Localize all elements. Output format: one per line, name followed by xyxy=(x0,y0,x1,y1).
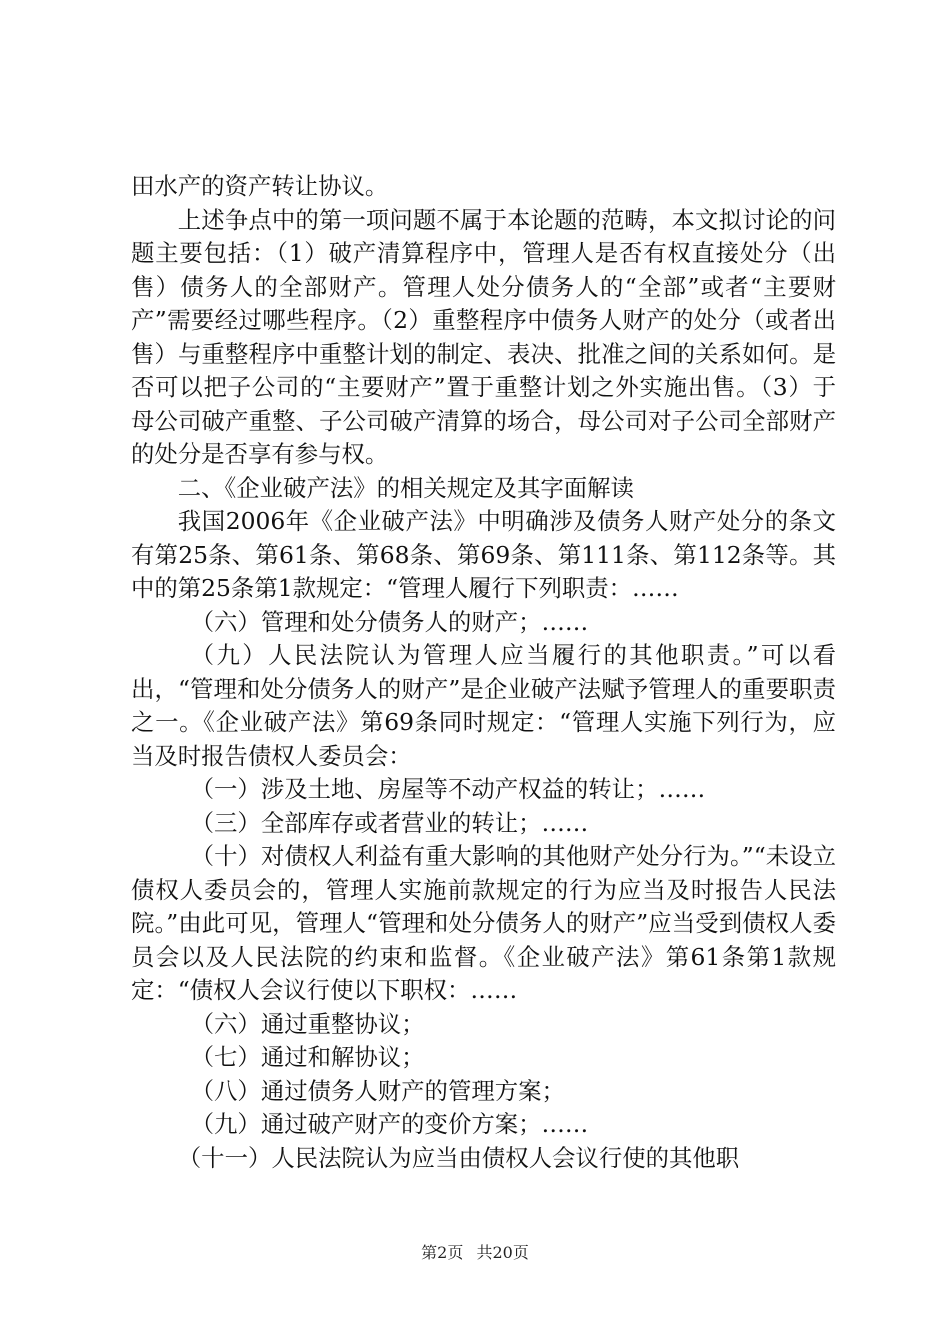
paragraph-3: 我国2006年《企业破产法》中明确涉及债务人财产处分的条文有第25条、第61条、第68条、第69条、第111条、第112条等。其中的第25条第1款规定：“管理人履行下列职责：…… xyxy=(131,507,836,602)
list-item-1: （一）涉及土地、房屋等不动产权益的转让；…… xyxy=(190,775,706,803)
page-footer xyxy=(0,1240,950,1263)
list-item-9: （九）人民法院认为管理人应当履行的其他职责。”可以看出，“管理和处分债务人的财产”是企业破产法赋予管理人的重要职责之一。《企业破产法》第69条同时规定：“管理人实施下列行为，应当及时报告债权人委员会： xyxy=(131,641,836,770)
list-item-3: （三）全部库存或者营业的转让；…… xyxy=(190,808,589,837)
list-item-10: （十）对债权人利益有重大影响的其他财产处分行为。”“未设立债权人委员会的，管理人实施前款规定的行为应当及时报告人民法院。”由此可见，管理人“管理和处分债务人的财产”应当受到债权人委员会以及人民法院的约束和监督。《企业破产法》第61条第1款规定：“债权人会议行使以下职权：…… xyxy=(131,842,836,1004)
page-number: 第2页 xyxy=(421,1243,464,1262)
list-item-6b: （六）通过重整协议； xyxy=(190,1009,425,1038)
list-item-11: （十一）人民法院认为应当由债权人会议行使的其他职 xyxy=(177,1143,740,1172)
section-heading: 二、《企业破产法》的相关规定及其字面解读 xyxy=(177,473,634,502)
list-item-6: （六）管理和处分债务人的财产；…… xyxy=(190,607,589,636)
paragraph-2: 上述争点中的第一项问题不属于本论题的范畴，本文拟讨论的问题主要包括：（1）破产清算程序中，管理人是否有权直接处分（出售）债务人的全部财产。管理人处分债务人的“全部”或者“主要财产”需要经过哪些程序。（2）重整程序中债务人财产的处分（或者出售）与重整程序中重整计划的制定、表决、批准之间的关系如何。是否可以把子公司的“主要财产”置于重整计划之外实施出售。（3）于母公司破产重整、子公司破产清算的场合，母公司对子公司全部财产的处分是否享有参与权。 xyxy=(131,205,836,468)
document-body xyxy=(131,170,836,1175)
list-item-7: （七）通过和解协议； xyxy=(190,1043,425,1071)
list-item-9b: （九）通过破产财产的变价方案；…… xyxy=(190,1110,589,1138)
page-total: 共20页 xyxy=(476,1243,529,1262)
paragraph-1: 田水产的资产转让协议。 xyxy=(131,172,389,200)
list-item-8: （八）通过债务人财产的管理方案； xyxy=(190,1076,565,1105)
